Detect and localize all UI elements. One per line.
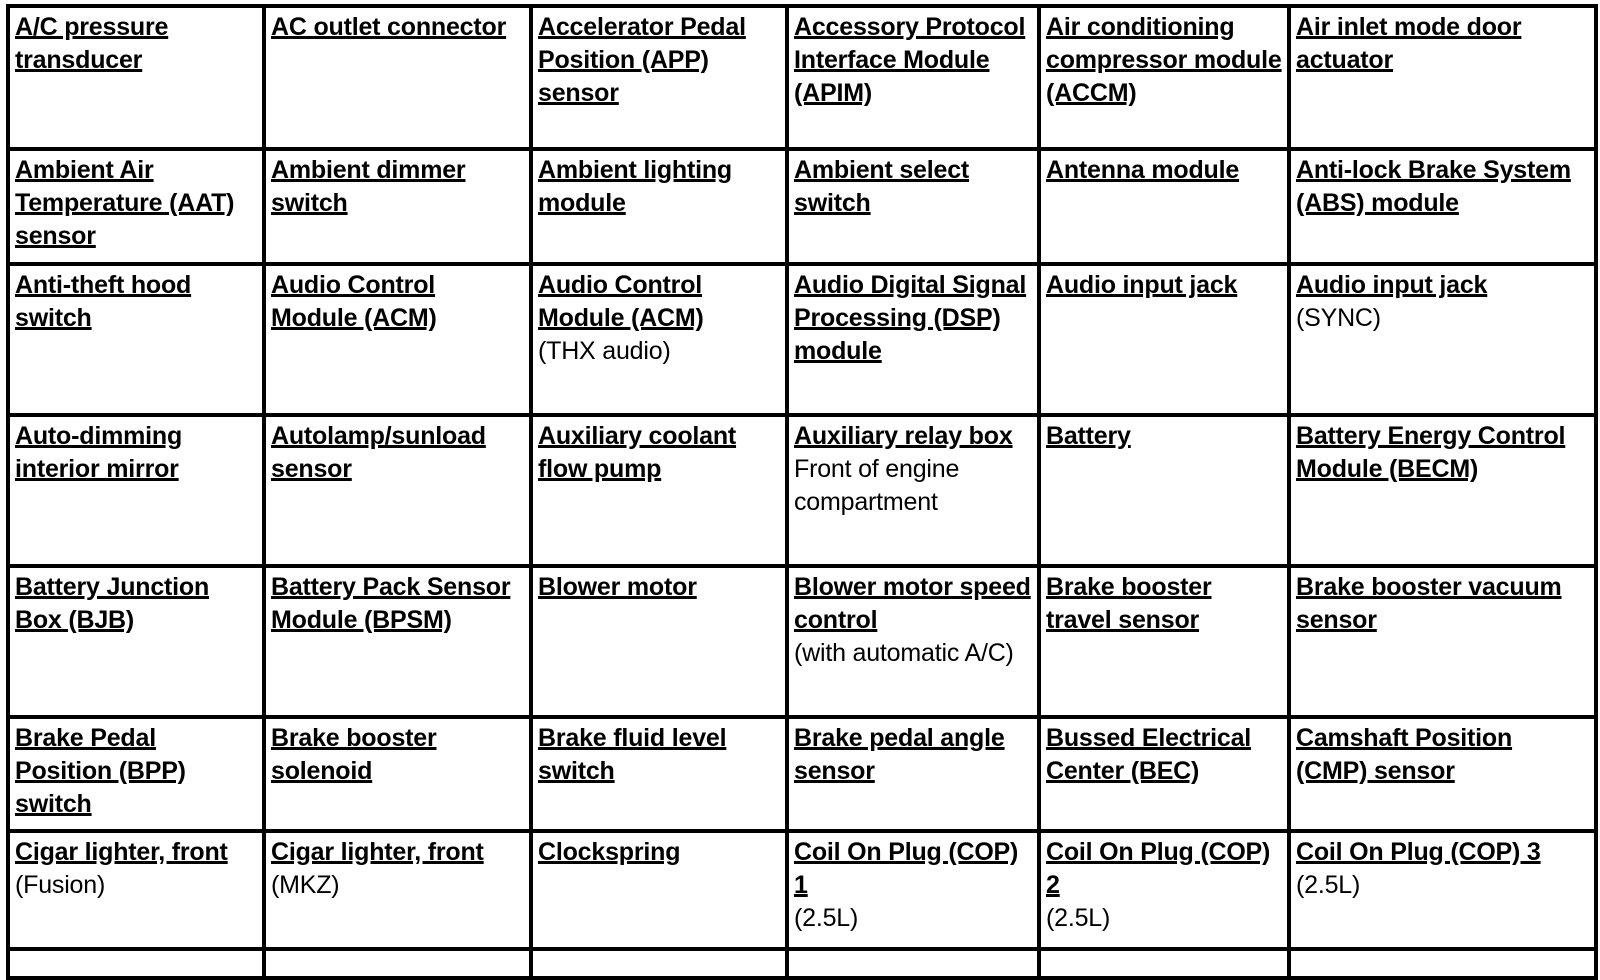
table-cell[interactable]	[533, 417, 789, 568]
component-link[interactable]: Coil On Plug (COP) 1	[794, 838, 1019, 899]
component-link[interactable]: Air conditioning compressor module (ACCM)	[1046, 13, 1282, 107]
component-note: (2.5L)	[1296, 870, 1361, 899]
table-cell[interactable]	[266, 719, 533, 833]
table-cell[interactable]	[789, 151, 1041, 266]
component-note: (Fusion)	[15, 870, 106, 899]
component-note: (THX audio)	[538, 336, 671, 365]
component-link[interactable]: A/C pressure transducer	[15, 13, 169, 74]
table-row	[10, 951, 1598, 980]
table-cell[interactable]	[10, 417, 266, 568]
component-link[interactable]: Anti-lock Brake System (ABS) module	[1296, 156, 1571, 217]
table-cell[interactable]	[266, 151, 533, 266]
table-row	[10, 417, 1598, 568]
component-link[interactable]: Brake booster vacuum sensor	[1296, 573, 1562, 634]
table-cell[interactable]	[266, 8, 533, 151]
component-link[interactable]: Anti-theft hood switch	[15, 271, 192, 332]
component-link[interactable]: Audio Control Module (ACM)	[271, 271, 437, 332]
table-cell[interactable]	[1291, 568, 1598, 719]
table-cell[interactable]	[533, 151, 789, 266]
table-cell[interactable]	[1291, 951, 1598, 980]
component-note: (SYNC)	[1296, 303, 1381, 332]
table-cell[interactable]	[533, 719, 789, 833]
table-cell[interactable]	[10, 151, 266, 266]
table-cell[interactable]	[1291, 266, 1598, 417]
component-link[interactable]: Brake booster solenoid	[271, 724, 437, 785]
table-cell[interactable]	[1291, 833, 1598, 951]
component-link[interactable]: Antenna module	[1046, 156, 1240, 184]
component-link[interactable]: Accessory Protocol Interface Module (APIM)	[794, 13, 1026, 107]
table-cell[interactable]	[10, 568, 266, 719]
table-cell[interactable]	[533, 266, 789, 417]
table-cell[interactable]	[789, 951, 1041, 980]
table-row	[10, 266, 1598, 417]
component-link[interactable]: Clockspring	[538, 838, 681, 866]
component-link[interactable]: Battery Pack Sensor Module (BPSM)	[271, 573, 511, 634]
component-link[interactable]: Cigar lighter, front	[271, 838, 484, 866]
component-note: (with automatic A/C)	[794, 638, 1014, 667]
component-link[interactable]: Auto-dimming interior mirror	[15, 422, 183, 483]
table-cell[interactable]	[789, 568, 1041, 719]
component-link[interactable]: Coil On Plug (COP) 2	[1046, 838, 1271, 899]
component-link[interactable]: Audio Control Module (ACM)	[538, 271, 704, 332]
table-cell[interactable]	[1041, 8, 1291, 151]
table-cell[interactable]	[1041, 417, 1291, 568]
table-cell[interactable]	[789, 719, 1041, 833]
component-link[interactable]: Brake booster travel sensor	[1046, 573, 1212, 634]
component-link[interactable]: Accelerator Pedal Position (APP) sensor	[538, 13, 746, 107]
table-cell[interactable]	[1041, 151, 1291, 266]
table-cell[interactable]	[533, 951, 789, 980]
component-link[interactable]: Brake fluid level switch	[538, 724, 727, 785]
table-cell[interactable]	[789, 8, 1041, 151]
table-cell[interactable]	[266, 266, 533, 417]
component-link[interactable]: Battery Energy Control Module (BECM)	[1296, 422, 1566, 483]
table-row	[10, 8, 1598, 151]
component-link[interactable]: Blower motor speed control	[794, 573, 1031, 634]
component-link[interactable]: Brake pedal angle sensor	[794, 724, 1005, 785]
component-link[interactable]: Air inlet mode door actuator	[1296, 13, 1522, 74]
table-cell[interactable]	[10, 8, 266, 151]
component-link[interactable]: Audio input jack	[1046, 271, 1238, 299]
table-cell[interactable]	[266, 833, 533, 951]
table-row	[10, 568, 1598, 719]
component-link[interactable]: Brake Pedal Position (BPP) switch	[15, 724, 186, 818]
table-cell[interactable]	[1041, 568, 1291, 719]
component-note: (2.5L)	[794, 903, 859, 932]
table-cell[interactable]	[266, 568, 533, 719]
table-cell[interactable]	[1291, 8, 1598, 151]
table-cell[interactable]	[1041, 719, 1291, 833]
component-link[interactable]: Camshaft Position (CMP) sensor	[1296, 724, 1513, 785]
table-row	[10, 719, 1598, 833]
table-cell[interactable]	[789, 417, 1041, 568]
table-cell[interactable]	[789, 266, 1041, 417]
table-cell[interactable]	[266, 417, 533, 568]
table-row	[10, 833, 1598, 951]
component-index-table	[6, 4, 1598, 980]
component-note: (MKZ)	[271, 870, 340, 899]
component-note: (2.5L)	[1046, 903, 1111, 932]
component-link[interactable]: Auxiliary relay box	[794, 422, 1013, 450]
component-link[interactable]: Cigar lighter, front	[15, 838, 228, 866]
component-link[interactable]: Battery	[1046, 422, 1131, 450]
component-link[interactable]: Audio input jack	[1296, 271, 1488, 299]
component-link[interactable]: Audio Digital Signal Processing (DSP) module	[794, 271, 1027, 365]
table-cell[interactable]	[1041, 833, 1291, 951]
table-cell[interactable]	[1291, 151, 1598, 266]
component-link[interactable]: Coil On Plug (COP) 3	[1296, 838, 1541, 866]
table-cell[interactable]	[533, 8, 789, 151]
component-link[interactable]: Blower motor	[538, 573, 697, 601]
table-cell[interactable]	[10, 719, 266, 833]
table-cell[interactable]	[10, 833, 266, 951]
table-cell[interactable]	[10, 266, 266, 417]
component-link[interactable]: Ambient lighting module	[538, 156, 732, 217]
component-link[interactable]: Bussed Electrical Center (BEC)	[1046, 724, 1252, 785]
component-link[interactable]: Autolamp/sunload sensor	[271, 422, 486, 483]
table-row	[10, 151, 1598, 266]
component-link[interactable]: Ambient dimmer switch	[271, 156, 466, 217]
component-link[interactable]: Battery Junction Box (BJB)	[15, 573, 210, 634]
table-cell[interactable]	[533, 833, 789, 951]
table-cell[interactable]	[1291, 719, 1598, 833]
component-link[interactable]: Auxiliary coolant flow pump	[538, 422, 737, 483]
table-cell[interactable]	[1041, 951, 1291, 980]
table-cell[interactable]	[10, 951, 266, 980]
table-cell[interactable]	[789, 833, 1041, 951]
table-cell[interactable]	[1291, 417, 1598, 568]
component-note: Front of engine compartment	[794, 454, 960, 516]
table-cell[interactable]	[1041, 266, 1291, 417]
component-link[interactable]: AC outlet connector	[271, 13, 507, 41]
component-link[interactable]: Ambient Air Temperature (AAT) sensor	[15, 156, 235, 250]
table-cell[interactable]	[533, 568, 789, 719]
component-link[interactable]: Ambient select switch	[794, 156, 970, 217]
table-cell[interactable]	[266, 951, 533, 980]
